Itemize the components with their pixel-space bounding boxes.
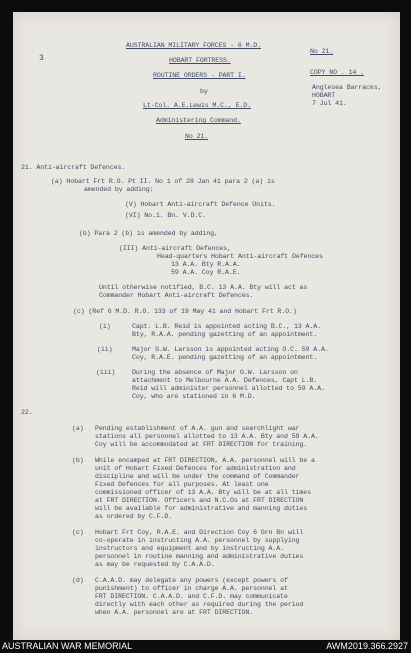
body-line: Bty, R.A.A. pending gazetting of an appointment. (132, 331, 318, 338)
copy-number: COPY NO . 14 . (310, 69, 364, 76)
body-line: unit of Hobart Fixed Defences for administration and (95, 465, 296, 472)
body-line: Coy, R.A.E. pending gazetting of an appointment. (132, 354, 318, 361)
item-marker: (c) (72, 529, 84, 536)
body-line: (b) Para 2 (b) is amended by adding, (79, 230, 218, 237)
body-line: punishment) to officer in charge A.A. personnel at (95, 585, 288, 592)
body-line: (V) Hobart Anti-aircraft Defence Units. (125, 201, 276, 208)
caption-source: AUSTRALIAN WAR MEMORIAL (2, 641, 133, 651)
order-number: No 21. (310, 48, 334, 55)
body-line: attachment to Melbourne A.A. Defences, Capt L.B. (132, 377, 318, 384)
heading-number: No 21. (185, 133, 209, 140)
body-line: Hobart Frt Coy, R.A.E. and Direction Coy 6 Grn Bn will (95, 529, 304, 536)
body-line: Capt. L.B. Reid is appointed acting B.C., 13 A.A. (132, 323, 321, 330)
item-marker: (iii) (96, 369, 116, 376)
body-line: (c) (Ref 6 M.D. R.O. 133 of 19 May 41 and Hobart Frt R.O.) (73, 308, 297, 315)
body-line: as may be requested by C.A.A.D. (95, 561, 215, 568)
body-line: (VI) No.1. Bn. V.D.C. (125, 212, 206, 219)
body-line: While encamped at FRT DIRECTION, A.A. personnel will be a (95, 457, 315, 464)
body-line: will be available for administrative and manning duties (95, 505, 308, 512)
body-line: Commander Hobart Anti-aircraft Defences. (99, 292, 254, 299)
body-line: Reid will administer personnel allotted to 59 A.A. (132, 385, 325, 392)
section-22-number: 22. (21, 409, 33, 416)
body-line: Coy will be accommodated at FRT DIRECTION for training. (95, 441, 308, 448)
body-line: as ordered by C.F.D. (95, 513, 173, 520)
heading-routine-orders: ROUTINE ORDERS - PART I. (153, 72, 246, 79)
body-line: (III) Anti-aircraft Defences, (119, 245, 231, 252)
body-line: Until otherwise notified, B.C. 13 A.A. Bty will act as (99, 284, 308, 291)
body-line: discipline and will be under the command of Commander (95, 473, 300, 480)
heading-commander: Lt-Col. A.E.Lewis M.C., E.D. (143, 102, 251, 109)
body-line: During the absence of Major G.W. Larsson on (132, 369, 298, 376)
body-line: personnel in routine manning and administrative duties (95, 553, 304, 560)
body-line: instructors and equipment and by instructing A.A. (95, 545, 284, 552)
body-line: Major G.W. Larsson is appointed acting O.C. 59 A.A. (132, 346, 329, 353)
caption-bar (0, 640, 411, 653)
body-line: Head-quarters Hobart Anti-aircraft Defences (157, 253, 323, 260)
heading-administering: Administering Command. (156, 117, 241, 124)
body-line: commissioned officer of 13 A.A. Bty will be at all times (95, 489, 311, 496)
location-line2: HOBART (312, 92, 336, 99)
item-marker: (b) (72, 457, 84, 464)
body-line: amended by adding: (84, 186, 154, 193)
body-line: 13 A.A. Bty R.A.A. (171, 261, 241, 268)
caption-accession-number: AWM2019.366.2927 (326, 641, 408, 651)
body-line: FRT DIRECTION. C.A.A.D. and C.F.D. may communicate (95, 593, 288, 600)
body-line: (a) Hobart Frt R.O. Pt II. No 1 of 28 Jan 41 para 2 (a) is (51, 178, 275, 185)
item-marker: (i) (99, 323, 111, 330)
date: 7 Jul 41. (312, 100, 347, 107)
body-line: Coy, who are stationed in 6 M.D. (132, 393, 256, 400)
body-line: stations all personnel allotted to 13 A.A. Bty and 59 A.A. (95, 433, 319, 440)
item-marker: (d) (72, 577, 84, 584)
body-line: Fixed Defences for all purposes. At least one (95, 481, 269, 488)
document-page (13, 12, 400, 640)
body-line: co-operate in instructing A.A. personnel by supplying (95, 537, 300, 544)
body-line: at FRT DIRECTION. Officers and N.C.Os at FRT DIRECTION (95, 497, 304, 504)
body-line: directly with each other as required during the period (95, 601, 304, 608)
item-marker: (a) (72, 425, 84, 432)
body-line: 59 A.A. Coy R.A.E. (171, 269, 241, 276)
heading-forces: AUSTRALIAN MILITARY FORCES - 6 M.D. (126, 42, 261, 49)
location-line1: Anglesea Barracks, (312, 84, 382, 91)
heading-fortress: HOBART FORTRESS. (169, 57, 231, 64)
section-21-title: 21. Anti-aircraft Defences. (21, 164, 126, 171)
body-line: when A.A. personnel are at FRT DIRECTION. (95, 609, 254, 616)
item-marker: (ii) (97, 346, 113, 353)
body-line: C.A.A.D. may delegate any powers (except powers of (95, 577, 288, 584)
page-mark: 3 (39, 54, 44, 63)
heading-by: by (200, 88, 208, 95)
body-line: Pending establishment of A.A. gun and searchlight war (95, 425, 300, 432)
